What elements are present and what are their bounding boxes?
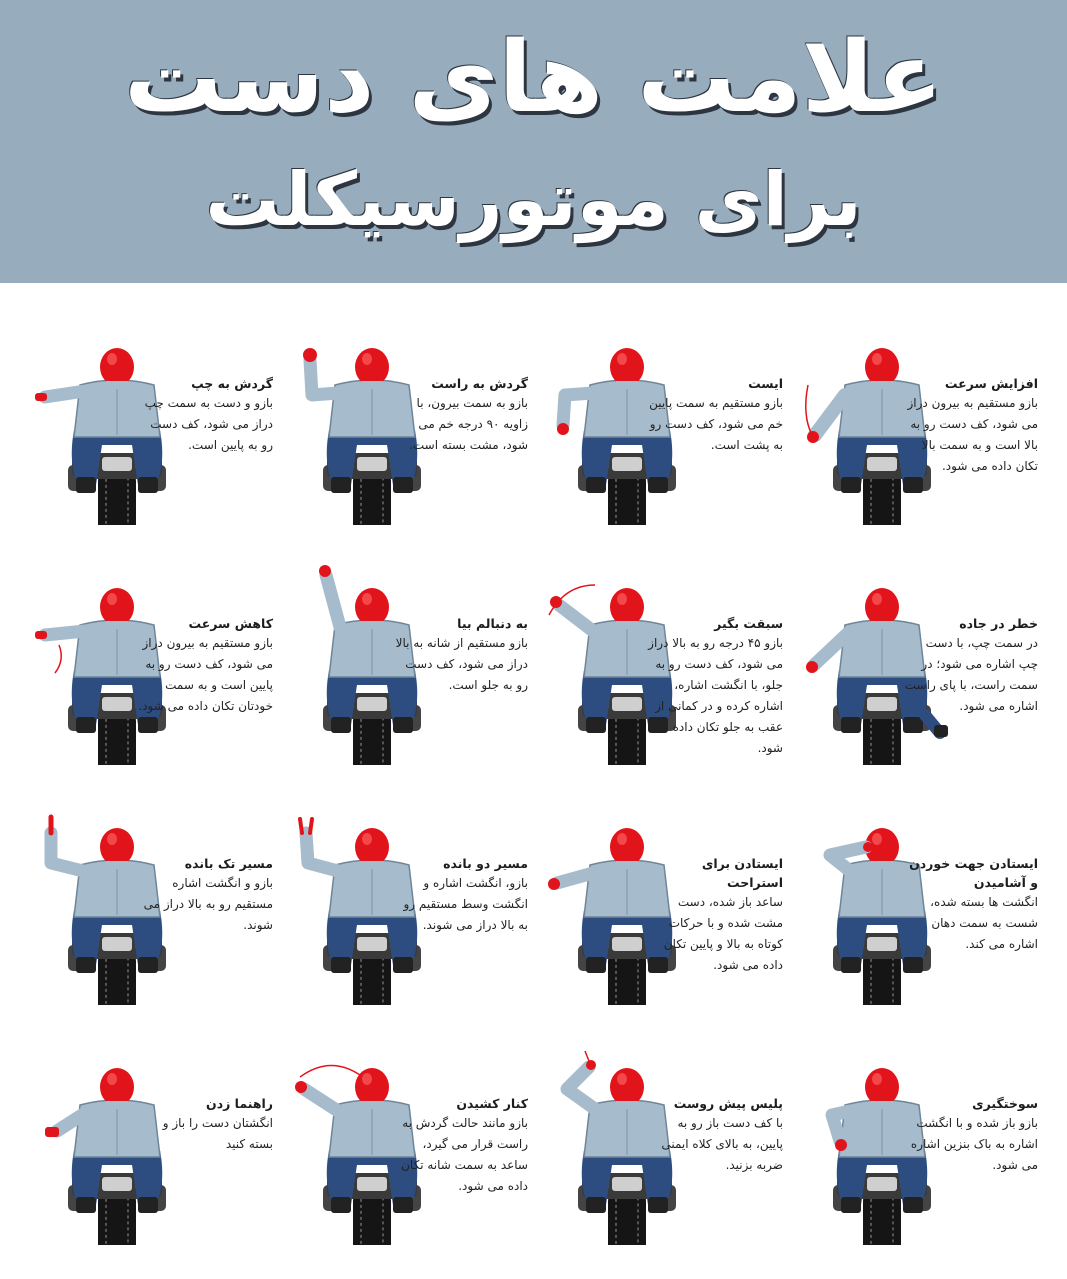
- signal-text: با کف دست باز رو به پایین، به بالای کلاه ایمنی ضربه بزنید.: [661, 1116, 783, 1172]
- signal-description: [903, 374, 1038, 477]
- signal-text: انگشت ها بسته شده، شست به سمت دهان اشاره می کند.: [930, 895, 1038, 951]
- signal-title: سبقت بگیر: [714, 616, 783, 631]
- signal-text: بازو ۴۵ درجه رو به بالا دراز می شود، کف دست رو به جلو، با انگشت اشاره، اشاره کرده و در کمانی از عقب به جلو تکان داده می شود.: [648, 636, 783, 755]
- signal-text: بازو مستقیم به سمت پایین خم می شود، کف دست رو به پشت است.: [649, 396, 783, 452]
- signal-description: [903, 614, 1038, 717]
- signal-card-comfort-stop: [540, 780, 795, 1020]
- signal-card-turn-right: [285, 300, 540, 540]
- signal-description: [393, 1094, 528, 1197]
- signal-title: راهنما زدن: [206, 1096, 273, 1111]
- signal-card-speed-up: [795, 300, 1050, 540]
- signal-title: ایستادن برای استراحت: [701, 856, 783, 890]
- signal-description: [138, 854, 273, 936]
- signal-card-turn-left: [30, 300, 285, 540]
- signal-title: گردش به چپ: [191, 376, 273, 391]
- page-subtitle: برای موتورسیکلت: [205, 157, 862, 243]
- signal-description: [138, 1094, 273, 1155]
- signal-card-police: [540, 1020, 795, 1260]
- signals-grid: [30, 300, 1050, 1260]
- signal-description: [138, 374, 273, 456]
- signal-card-pass: [540, 540, 795, 780]
- signal-title: کنار کشیدن: [456, 1096, 528, 1111]
- signal-description: [648, 1094, 783, 1176]
- signal-text: بازو مستقیم به بیرون دراز می شود، کف دست رو به پایین است و به سمت خودتان تکان داده می شود.: [138, 636, 273, 713]
- signal-title: افزایش سرعت: [944, 376, 1038, 391]
- signal-card-pull-off: [285, 1020, 540, 1260]
- signal-card-hazard: [795, 540, 1050, 780]
- signal-title: گردش به راست: [431, 376, 528, 391]
- signal-card-stop: [540, 300, 795, 540]
- signal-title: مسیر دو بانده: [443, 856, 528, 871]
- signal-text: بازو مانند حالت گردش به راست قرار می گیرد، ساعد به سمت شانه تکان داده می شود.: [401, 1116, 528, 1193]
- signal-text: بازو مستقیم از شانه به بالا دراز می شود، کف دست رو به جلو است.: [395, 636, 528, 692]
- signal-text: بازو به سمت بیرون، با زاویه ۹۰ درجه خم می شود، مشت بسته است.: [409, 396, 528, 452]
- signal-title: ایستادن جهت خوردن و آشامیدن: [909, 856, 1038, 890]
- header-banner: [0, 0, 1067, 283]
- signal-title: مسیر تک بانده: [184, 856, 273, 871]
- page-title: علامت های دست: [124, 21, 943, 135]
- signal-card-fuel: [795, 1020, 1050, 1260]
- signal-text: بازو مستقیم به بیرون دراز می شود، کف دست رو به بالا است و به سمت بالا تکان داده می شود.: [907, 396, 1038, 473]
- signal-title: کاهش سرعت: [188, 616, 273, 631]
- signal-card-single-file: [30, 780, 285, 1020]
- signal-title: خطر در جاده: [959, 616, 1038, 631]
- signal-description: [393, 614, 528, 696]
- signal-text: انگشتان دست را باز و بسته کنید: [162, 1116, 273, 1151]
- signal-description: [393, 374, 528, 456]
- signal-card-refreshment: [795, 780, 1050, 1020]
- signal-text: بازو باز شده و با انگشت اشاره به باک بنزین اشاره می شود.: [910, 1116, 1038, 1172]
- signal-text: ساعد باز شده، دست مشت شده و با حرکات کوتاه به بالا و پایین تکان داده می شود.: [663, 895, 783, 972]
- signal-description: [138, 614, 273, 717]
- signal-description: [648, 374, 783, 456]
- signal-text: بازو و دست به سمت چپ دراز می شود، کف دست رو به پایین است.: [144, 396, 273, 452]
- signal-text: بازو، انگشت اشاره و انگشت وسط مستقیم رو به بالا دراز می شوند.: [403, 876, 528, 932]
- signal-description: [648, 614, 783, 759]
- signal-description: [648, 854, 783, 976]
- signal-title: به دنبالم بیا: [457, 616, 528, 631]
- signal-card-turn-signal: [30, 1020, 285, 1260]
- signal-title: ایست: [748, 376, 783, 391]
- signal-card-follow-me: [285, 540, 540, 780]
- signal-text: در سمت چپ، با دست چپ اشاره می شود؛ در سمت راست، با پای راست اشاره می شود.: [904, 636, 1038, 713]
- signal-description: [393, 854, 528, 936]
- signal-description: [903, 854, 1038, 955]
- signal-description: [903, 1094, 1038, 1176]
- signal-card-slow-down: [30, 540, 285, 780]
- signal-title: پلیس پیش روست: [673, 1096, 783, 1111]
- signal-title: سوختگیری: [972, 1096, 1038, 1111]
- signal-card-double-file: [285, 780, 540, 1020]
- signal-text: بازو و انگشت اشاره مستقیم رو به بالا دراز می شوند.: [143, 876, 273, 932]
